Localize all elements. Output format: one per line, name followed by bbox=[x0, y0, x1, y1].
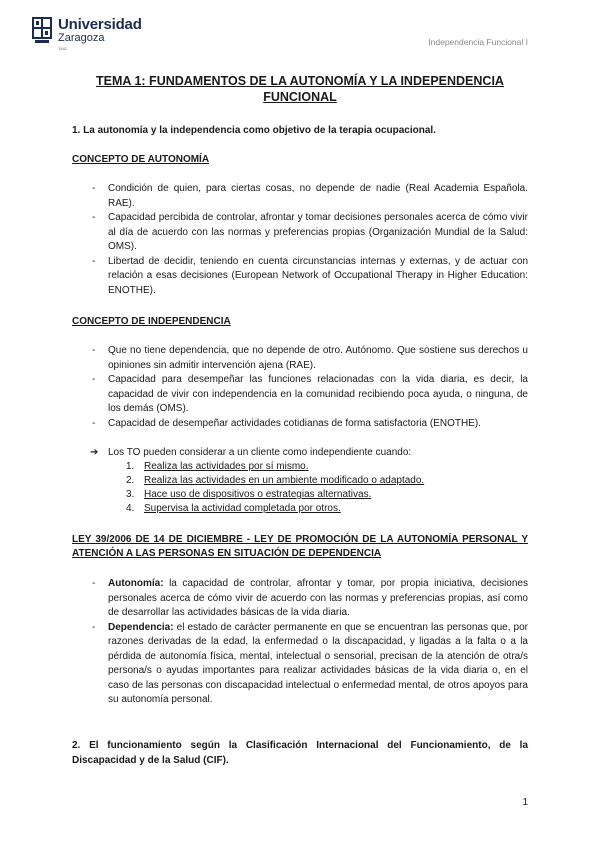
list-item-text: Capacidad percibida de controlar, afrontar y tomar decisiones personales acerca de cómo vivir al día de acuerdo con las normas y preferencias propias (Organización Mundial de la Salud: OMS). bbox=[108, 212, 528, 252]
ley-definitions-list bbox=[72, 577, 528, 708]
list-item bbox=[72, 255, 528, 299]
list-item: 2. Realiza las actividades en un ambiente modificado o adaptado. bbox=[126, 475, 425, 486]
dash-bullet: - bbox=[92, 183, 96, 194]
dash-bullet: - bbox=[92, 345, 96, 356]
list-item-text: Capacidad de desempeñar actividades cotidianas de forma satisfactoria (ENOTHE). bbox=[108, 417, 481, 429]
dash-bullet: - bbox=[92, 255, 96, 267]
list-item: 3. Hace uso de dispositivos o estrategias alternativas. bbox=[126, 489, 372, 500]
page-title: TEMA 1: FUNDAMENTOS DE LA AUTONOMÍA Y LA INDEPENDENCIA FUNCIONAL bbox=[96, 74, 504, 104]
list-item bbox=[72, 417, 528, 432]
list-item bbox=[72, 344, 528, 373]
list-item-text: Libertad de decidir, teniendo en cuenta circunstancias internas y externas, y de actuar con relación a esas decisiones (European Network of Occupational Therapy in Higher Education: ENOTHE). bbox=[108, 255, 528, 296]
autonomia-heading: CONCEPTO DE AUTONOMÍA bbox=[72, 154, 210, 165]
condition-text: Supervisa la actividad completada por otros. bbox=[144, 503, 341, 514]
list-item-text: Capacidad para desempeñar las funciones relacionadas con la vida diaria, es decir, la capacidad de vivir con independencia en la comunidad recibiendo poca ayuda, o ninguna, de los demás (OMS). bbox=[108, 374, 528, 414]
dash-bullet: - bbox=[92, 417, 96, 429]
definition-term: Autonomía: bbox=[108, 578, 164, 589]
conditions-list bbox=[72, 460, 528, 516]
independencia-list bbox=[72, 344, 528, 431]
list-item-text: Condición de quien, para ciertas cosas, no depende de nadie (Real Academia Española. RAE). bbox=[108, 183, 528, 209]
independence-conditions bbox=[72, 446, 528, 516]
logo-founding-year: 1542 bbox=[58, 46, 67, 51]
section-1-heading: 1. La autonomía y la independencia como objetivo de la terapia ocupacional. bbox=[72, 125, 436, 136]
dash-bullet: - bbox=[92, 578, 96, 589]
section-2-heading: 2. El funcionamiento según la Clasificación Internacional del Funcionamiento, de la Discapacidad y de la Salud (CIF). bbox=[72, 740, 528, 766]
arrow-statement-text: Los TO pueden considerar a un cliente como independiente cuando: bbox=[108, 447, 412, 458]
autonomia-list bbox=[72, 182, 528, 298]
definition-item bbox=[72, 621, 528, 708]
list-item bbox=[72, 182, 528, 211]
page-number: 1 bbox=[522, 797, 528, 808]
list-item: 4. Supervisa la actividad completada por otros. bbox=[126, 503, 341, 514]
condition-text: Hace uso de dispositivos o estrategias alternativas. bbox=[144, 489, 372, 500]
list-item bbox=[72, 373, 528, 417]
condition-text: Realiza las actividades por sí mismo. bbox=[144, 461, 309, 472]
definition-item bbox=[72, 577, 528, 621]
arrow-statement bbox=[72, 446, 528, 460]
list-item bbox=[72, 211, 528, 255]
independencia-heading: CONCEPTO DE INDEPENDENCIA bbox=[72, 316, 231, 327]
arrow-right-icon: ➔ bbox=[90, 447, 99, 458]
definition-text: el estado de carácter permanente en que se encuentran las personas que, por razones derivadas de la edad, la enfermedad o la discapacidad, y ligadas a la falta o a la pérdida de autonomía física, mental, intelectual o sensorial, precisan de la atención de otra/s persona/s o ayudas importantes para realizar actividades básicas de la vida diaria o, en el caso de las personas con discapacidad intelectual o enfermedad mental, de otros apoyos para su autonomía personal. bbox=[108, 621, 528, 705]
university-logo bbox=[32, 17, 142, 51]
dash-bullet: - bbox=[92, 621, 96, 633]
definition-term: Dependencia: bbox=[108, 621, 174, 633]
definition-text: la capacidad de controlar, afrontar y tomar, por propia iniciativa, decisiones personales acerca de cómo vivir de acuerdo con las normas y preferencias propias, así como de desarrollar las actividades básicas de la vida diaria. bbox=[108, 578, 528, 618]
ley-heading: LEY 39/2006 DE 14 DE DICIEMBRE - LEY DE PROMOCIÓN DE LA AUTONOMÍA PERSONAL Y ATENCIÓN A LAS PERSONAS EN SITUACIÓN DE DEPENDENCIA bbox=[72, 534, 528, 559]
dash-bullet: - bbox=[92, 212, 96, 223]
list-item: 1. Realiza las actividades por sí mismo. bbox=[126, 461, 309, 472]
document-header-label: Independencia Funcional I bbox=[428, 37, 528, 47]
condition-text: Realiza las actividades en un ambiente modificado o adaptado. bbox=[144, 475, 425, 486]
university-crest-icon bbox=[32, 17, 52, 45]
list-item-text: Que no tiene dependencia, que no depende de otro. Autónomo. Que sostiene sus derechos u opiniones sin admitir intervención ajena (RAE). bbox=[108, 345, 528, 371]
logo-city-name: Zaragoza bbox=[58, 32, 105, 44]
logo-university-name: Universidad bbox=[58, 16, 142, 33]
dash-bullet: - bbox=[92, 374, 96, 385]
